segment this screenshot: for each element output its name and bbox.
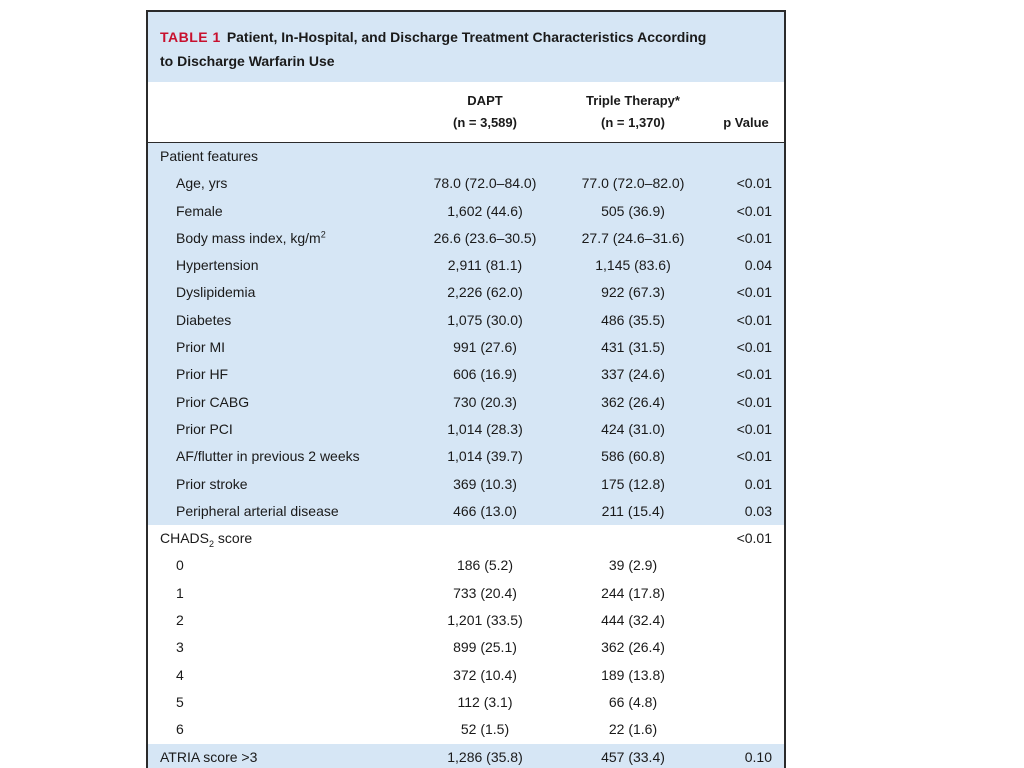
- row-p: <0.01: [736, 175, 772, 192]
- table-row: [148, 662, 784, 689]
- row-label: Prior MI: [176, 339, 225, 356]
- row-label: Prior stroke: [176, 475, 248, 492]
- row-p: <0.01: [736, 530, 772, 547]
- row-label: 2: [176, 612, 184, 629]
- row-triple: 505 (36.9): [601, 202, 665, 219]
- table-row: [148, 279, 784, 306]
- row-triple: 444 (32.4): [601, 612, 665, 629]
- row-dapt: 899 (25.1): [453, 639, 517, 656]
- table-row: [148, 471, 784, 498]
- row-p: <0.01: [736, 229, 772, 246]
- row-p: <0.01: [736, 366, 772, 383]
- row-triple: 362 (26.4): [601, 393, 665, 410]
- row-label: Dyslipidemia: [176, 284, 256, 301]
- row-dapt: 78.0 (72.0–84.0): [433, 175, 537, 192]
- row-dapt: 2,911 (81.1): [447, 257, 523, 274]
- row-dapt: 26.6 (23.6–30.5): [433, 229, 537, 246]
- row-dapt: 1,201 (33.5): [447, 612, 523, 629]
- row-p: <0.01: [736, 311, 772, 328]
- row-dapt: 186 (5.2): [456, 557, 514, 574]
- row-triple: 1,145 (83.6): [595, 257, 671, 274]
- row-label: Female: [176, 202, 223, 219]
- header-dapt: [410, 90, 560, 134]
- row-triple: 189 (13.8): [601, 666, 665, 683]
- table-row: [148, 498, 784, 525]
- table-row: [148, 416, 784, 443]
- row-triple: 77.0 (72.0–82.0): [581, 175, 685, 192]
- row-label: Diabetes: [176, 311, 232, 328]
- row-label: 0: [176, 557, 184, 574]
- row-dapt: 369 (10.3): [453, 475, 517, 492]
- table-row-atria: [148, 744, 784, 768]
- row-label: Hypertension: [176, 257, 259, 274]
- row-triple: 39 (2.9): [608, 557, 658, 574]
- row-triple: 457 (33.4): [601, 748, 665, 765]
- row-dapt: 606 (16.9): [453, 366, 517, 383]
- row-dapt: 1,014 (28.3): [447, 420, 523, 437]
- table-header: [148, 82, 784, 143]
- chads-sub: 2: [209, 538, 215, 549]
- row-label: 1: [176, 584, 184, 601]
- row-triple: 431 (31.5): [601, 339, 665, 356]
- header-dapt-n: (n = 3,589): [453, 115, 517, 130]
- row-label: AF/flutter in previous 2 weeks: [176, 448, 360, 465]
- header-p-value: p Value: [723, 115, 769, 130]
- row-dapt: 1,286 (35.8): [447, 748, 523, 765]
- row-dapt: 52 (1.5): [460, 721, 510, 738]
- chads-suffix: score: [214, 530, 253, 547]
- row-dapt: 466 (13.0): [453, 502, 517, 519]
- table-row: [148, 361, 784, 388]
- table-row-bmi: [148, 225, 784, 252]
- row-triple: 244 (17.8): [601, 584, 665, 601]
- table-row: [148, 252, 784, 279]
- row-dapt: 1,014 (39.7): [447, 448, 523, 465]
- row-triple: 337 (24.6): [601, 366, 665, 383]
- table-caption: [148, 12, 784, 82]
- table-row: [148, 170, 784, 197]
- row-triple: 922 (67.3): [601, 284, 665, 301]
- row-label: ATRIA score >3: [160, 748, 258, 765]
- row-dapt: 112 (3.1): [457, 693, 513, 710]
- table-row: [148, 580, 784, 607]
- row-triple: 175 (12.8): [601, 475, 665, 492]
- table-row: [148, 307, 784, 334]
- header-triple: [558, 90, 708, 134]
- section-patient-features: [148, 143, 784, 170]
- table-row: [148, 389, 784, 416]
- chads-label: CHADS: [160, 530, 210, 547]
- header-triple-label: Triple Therapy*: [586, 93, 680, 108]
- row-p: 0.03: [744, 502, 772, 519]
- row-p: <0.01: [736, 420, 772, 437]
- table-row: [148, 443, 784, 470]
- row-dapt: 733 (20.4): [453, 584, 517, 601]
- section-label: [160, 525, 252, 552]
- table-row: [148, 607, 784, 634]
- row-triple: 362 (26.4): [601, 639, 665, 656]
- row-triple: 22 (1.6): [608, 721, 658, 738]
- row-p: 0.04: [744, 257, 772, 274]
- row-label: 4: [176, 666, 184, 683]
- table-label: TABLE 1: [160, 29, 221, 45]
- table-row: [148, 552, 784, 579]
- row-label: 5: [176, 693, 184, 710]
- row-p: 0.01: [744, 475, 772, 492]
- row-triple: 211 (15.4): [601, 502, 665, 519]
- row-label: Peripheral arterial disease: [176, 502, 339, 519]
- table-title-line2: to Discharge Warfarin Use: [160, 53, 335, 69]
- row-label: Age, yrs: [176, 175, 228, 192]
- row-p: <0.01: [736, 202, 772, 219]
- row-dapt: 991 (27.6): [453, 339, 517, 356]
- section-chads2: [148, 525, 784, 552]
- row-label: 3: [176, 639, 184, 656]
- row-dapt: 730 (20.3): [453, 393, 517, 410]
- table-title-line1: Patient, In-Hospital, and Discharge Treatment Characteristics According: [226, 29, 707, 45]
- row-p: <0.01: [736, 339, 772, 356]
- table-row: [148, 716, 784, 743]
- row-p: <0.01: [736, 284, 772, 301]
- row-label: Prior HF: [176, 366, 229, 383]
- row-dapt: 1,075 (30.0): [447, 311, 523, 328]
- row-p: <0.01: [736, 448, 772, 465]
- row-dapt: 2,226 (62.0): [447, 284, 523, 301]
- row-triple: 66 (4.8): [608, 693, 658, 710]
- table-row: [148, 689, 784, 716]
- row-label: Prior CABG: [176, 393, 250, 410]
- header-dapt-label: DAPT: [467, 93, 503, 108]
- table-card: [146, 10, 786, 768]
- row-dapt: 1,602 (44.6): [447, 202, 523, 219]
- table-row: [148, 334, 784, 361]
- row-triple: 27.7 (24.6–31.6): [581, 229, 685, 246]
- row-p: <0.01: [736, 393, 772, 410]
- row-label: [176, 225, 326, 252]
- row-triple: 586 (60.8): [601, 448, 665, 465]
- row-dapt: 372 (10.4): [453, 666, 517, 683]
- bmi-sup: 2: [320, 229, 326, 240]
- row-p: 0.10: [744, 748, 772, 765]
- table-row: [148, 634, 784, 661]
- row-triple: 486 (35.5): [601, 311, 665, 328]
- section-label: Patient features: [160, 148, 259, 164]
- bmi-label: Body mass index, kg/m: [176, 229, 321, 246]
- row-triple: 424 (31.0): [601, 420, 665, 437]
- row-label: 6: [176, 721, 184, 738]
- row-label: Prior PCI: [176, 420, 233, 437]
- table-row: [148, 198, 784, 225]
- header-triple-n: (n = 1,370): [601, 115, 665, 130]
